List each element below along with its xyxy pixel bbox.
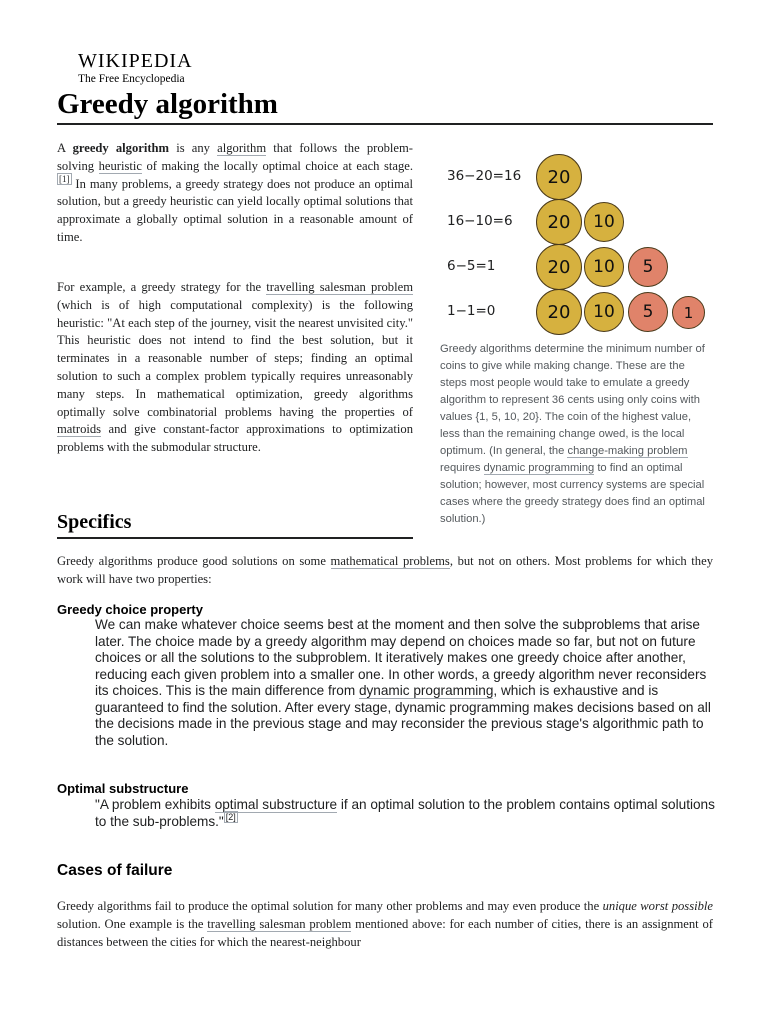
link-algorithm[interactable]: algorithm [217, 141, 267, 155]
coin-5: 5 [628, 292, 668, 332]
link-travelling-salesman[interactable]: travelling salesman problem [266, 280, 413, 294]
coin-20: 20 [536, 244, 582, 290]
coin-20: 20 [536, 199, 582, 245]
section-divider [57, 537, 413, 539]
text: and give constant-factor approximations to optimization problems with the submodular structure. [57, 422, 413, 455]
text: requires [440, 462, 484, 474]
link-change-making-problem[interactable]: change-making problem [567, 445, 688, 457]
title-divider [57, 123, 713, 125]
figure-caption [440, 341, 712, 528]
failure-paragraph [57, 898, 713, 951]
equation-4: 1−1=0 [447, 303, 496, 319]
section-heading-specifics: Specifics [57, 511, 132, 533]
text: , which is exhaustive and is guaranteed to find the solution. After every stage, dynamic programming makes decisions based on all the decisions made in the previous stage and may reconsider the previous stage's algorithmic path to the solution. [95, 683, 711, 748]
text: A [57, 141, 73, 155]
text: if an optimal solution to the problem contains optimal solutions to the sub-problems." [95, 797, 715, 829]
greedy-choice-paragraph [95, 617, 715, 749]
link-matroids[interactable]: matroids [57, 422, 102, 437]
text: For example, a greedy strategy for the [57, 280, 267, 294]
text: mentioned above: for each number of cities, there is an assignment of distances between the cities for which the nearest-neighbour [57, 916, 713, 949]
link-heuristic[interactable]: heuristic [98, 158, 142, 173]
optimal-substructure-paragraph [95, 797, 715, 830]
link-optimal-substructure[interactable]: optimal substructure [214, 797, 338, 812]
text: "A problem exhibits [95, 797, 215, 812]
logo-tagline: The Free Encyclopedia [78, 73, 185, 85]
text: to find an optimal solution; however, most currency systems are special cases where the greedy strategy does find an optimal solution.) [440, 462, 705, 525]
equation-2: 16−10=6 [447, 213, 513, 229]
text: We can make whatever choice seems best at the moment and then solve the subproblems that arise later. The choice made by a greedy algorithm may depend on choices made so far, but not on future choices or all the solutions to the subproblem. It iteratively makes one greedy choice after another, reducing each given problem into a smaller one. In other words, a greedy algorithm never reconsiders its choices. This is the main difference from [95, 617, 707, 698]
citation-1[interactable]: [1] [59, 174, 70, 185]
text: , but not on others. Most problems for which they work will have two properties: [57, 554, 713, 586]
text: (which is of high computational complexity) is the following heuristic: "At each step of the journey, visit the nearest unvisited city." This heuristic does not intend to find the best solution, but it terminates in a reasonable number of steps; finding an optimal solution to such a complex problem typically requires unreasonably many steps. In mathematical optimization, greedy algorithms optimally solve combinatorial problems having the properties of [57, 297, 413, 419]
link-dynamic-programming[interactable]: dynamic programming [483, 462, 595, 474]
equation-3: 6−5=1 [447, 258, 496, 274]
text: of making the locally optimal choice at each stage. [141, 158, 413, 173]
equation-1: 36−20=16 [447, 168, 522, 184]
page-title: Greedy algorithm [57, 88, 278, 120]
coin-5: 5 [628, 247, 668, 287]
italic-term: unique worst possible [602, 899, 713, 913]
citation-2[interactable]: [2] [225, 811, 236, 822]
text: Greedy algorithms determine the minimum number of coins to give while making change. These are the steps most people would take to emulate a greedy algorithm to represent 36 cents using only coins with values {1, 5, 10, 20}. The coin of the highest value, less than the remaining change owed, is the local optimum. (In general, the [440, 343, 705, 457]
text: is any [169, 141, 218, 155]
text: In many problems, a greedy strategy does not produce an optimal solution, but a greedy heuristic can yield locally optimal solutions that approximate a globally optimal solution in a reasonable amount of time. [57, 176, 413, 244]
specifics-intro [57, 553, 713, 589]
bold-term: greedy algorithm [72, 141, 170, 155]
coin-1: 1 [672, 296, 705, 329]
coin-20: 20 [536, 154, 582, 200]
subheading-cases-of-failure: Cases of failure [57, 862, 173, 879]
text: solution. One example is the [57, 916, 208, 931]
text: Greedy algorithms fail to produce the optimal solution for many other problems and may even produce the [57, 899, 603, 913]
link-mathematical-problems[interactable]: mathematical problems [330, 554, 450, 568]
link-dynamic-programming[interactable]: dynamic programming [358, 683, 494, 698]
coin-10: 10 [584, 202, 624, 242]
coin-10: 10 [584, 247, 624, 287]
intro-paragraph-2 [57, 279, 413, 457]
subheading-greedy-choice-property: Greedy choice property [57, 602, 203, 617]
coin-20: 20 [536, 289, 582, 335]
text: that follows the problem-solving [57, 141, 414, 173]
subheading-optimal-substructure: Optimal substructure [57, 781, 189, 796]
text: Greedy algorithms produce good solutions on some [57, 554, 331, 568]
wikipedia-logo[interactable] [78, 50, 193, 86]
logo-wordmark: WIKIPEDIA [78, 50, 193, 72]
coin-10: 10 [584, 292, 624, 332]
intro-paragraph-1 [57, 140, 413, 247]
link-travelling-salesman[interactable]: travelling salesman problem [207, 916, 352, 931]
